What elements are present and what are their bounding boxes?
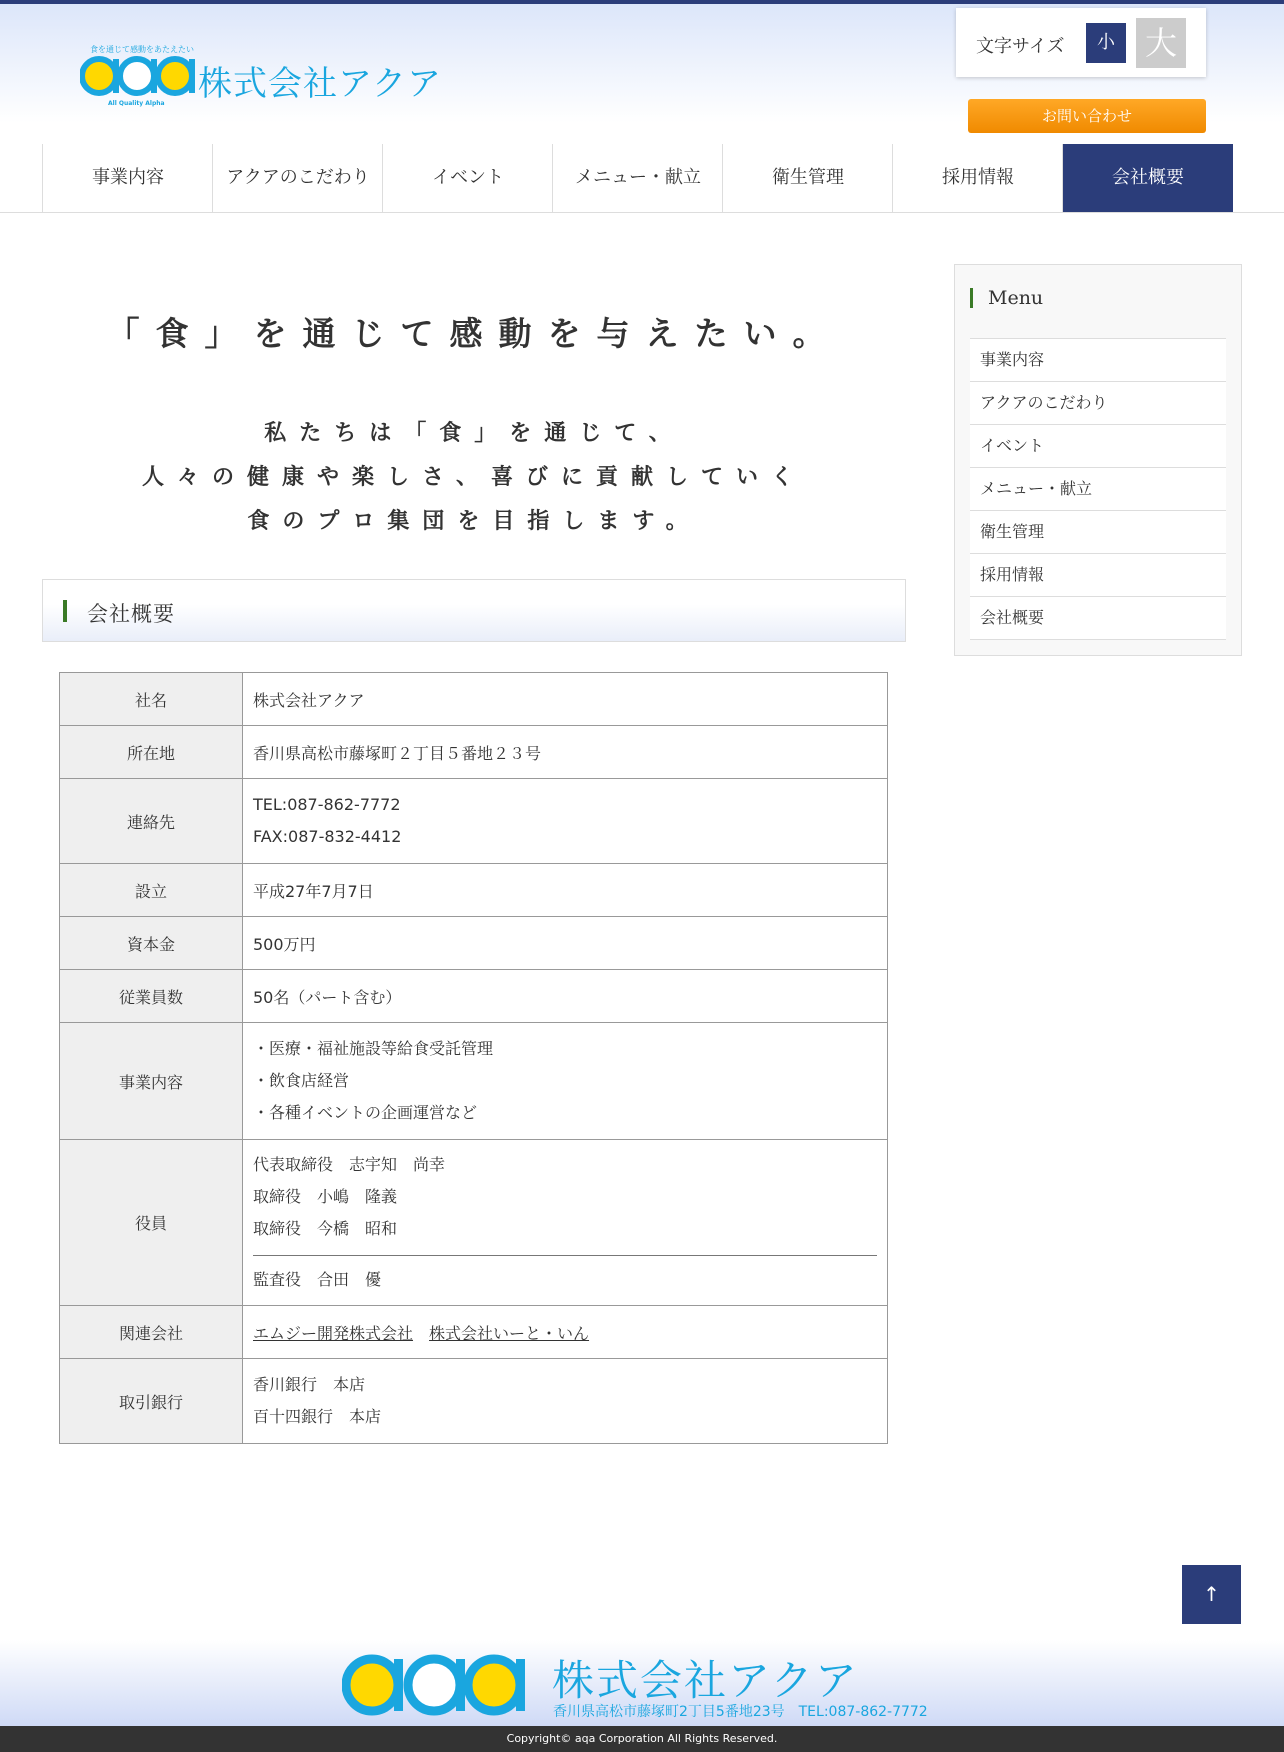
row-value [243,1140,888,1306]
row-label: 従業員数 [60,970,243,1023]
business-line: ・飲食店経営 [253,1071,350,1090]
font-size-switcher [956,8,1206,77]
row-label: 資本金 [60,917,243,970]
aqa-logo-icon [80,54,195,98]
sidebar-title: Menu [988,287,1044,309]
lead-line: 私たちは「食」を通じて、 [264,421,684,446]
row-label: 関連会社 [60,1306,243,1359]
fax-number: FAX:087-832-4412 [253,827,402,846]
officer-divider [253,1255,877,1256]
sidebar-item-business[interactable]: 事業内容 [970,339,1226,382]
font-size-small-button[interactable]: 小 [1086,23,1126,63]
global-nav [0,144,1284,213]
row-label: 役員 [60,1140,243,1306]
row-value [243,1306,888,1359]
bank-line: 百十四銀行 本店 [253,1407,382,1426]
row-label: 社名 [60,673,243,726]
copyright-bar: Copyright© aqa Corporation All Rights Reserved. [0,1726,1284,1752]
row-label: 所在地 [60,726,243,779]
table-row [60,726,888,779]
table-row [60,1140,888,1306]
table-row [60,1023,888,1140]
business-line: ・医療・福祉施設等給食受託管理 [253,1039,494,1058]
row-value: 株式会社アクア [243,673,888,726]
row-value [243,779,888,864]
lead-line: 食のプロ集団を目指します。 [247,509,701,534]
row-value [243,1023,888,1140]
section-heading [42,579,906,642]
contact-button[interactable]: お問い合わせ [968,99,1206,133]
nav-item-menu[interactable]: メニュー・献立 [552,144,723,212]
sidebar-item-company[interactable]: 会社概要 [970,597,1226,640]
related-company-link-eatin[interactable]: 株式会社いーと・いん [429,1323,590,1343]
row-label: 設立 [60,864,243,917]
nav-item-business[interactable]: 事業内容 [42,144,213,212]
officer-line: 代表取締役 志宇知 尚幸 [253,1155,446,1174]
footer-company-name: 株式会社アクア [552,1656,859,1705]
officer-line: 取締役 今橋 昭和 [253,1219,398,1238]
logo-subtext: All Quality Alpha [108,100,165,107]
row-label: 連絡先 [60,779,243,864]
nav-item-hygiene[interactable]: 衛生管理 [722,144,893,212]
company-info-table [59,672,888,1444]
footer-aqa-logo-icon [342,1654,528,1716]
sidebar-item-hygiene[interactable]: 衛生管理 [970,511,1226,554]
table-row [60,673,888,726]
officer-line: 取締役 小嶋 隆義 [253,1187,398,1206]
row-label: 事業内容 [60,1023,243,1140]
related-company-link-mg[interactable]: エムジー開発株式会社 [253,1323,414,1343]
site-logo[interactable] [80,42,442,112]
row-value: 平成27年7月7日 [243,864,888,917]
logo-company-name: 株式会社アクア [198,64,442,104]
site-footer [0,1640,1284,1726]
logo-tagline: 食を通じて感動をあたえたい [90,45,194,54]
business-line: ・各種イベントの企画運営など [253,1103,478,1122]
back-to-top-button[interactable] [1182,1565,1241,1624]
sidebar-list [970,338,1226,640]
nav-item-company[interactable]: 会社概要 [1062,144,1233,212]
nav-item-events[interactable]: イベント [382,144,553,212]
row-label: 取引銀行 [60,1359,243,1444]
row-value [243,1359,888,1444]
table-row [60,917,888,970]
sidebar-accent-bar [970,288,973,308]
row-value: 香川県高松市藤塚町２丁目５番地２３号 [243,726,888,779]
table-row [60,1359,888,1444]
lead-text [42,412,906,544]
font-size-large-button[interactable]: 大 [1136,18,1186,68]
table-row [60,864,888,917]
main-headline: 「食」を通じて感動を与えたい。 [106,314,842,353]
lead-line: 人々の健康や楽しさ、喜びに貢献していく [141,465,807,490]
sidebar-menu [954,264,1242,656]
sidebar-item-recruit[interactable]: 採用情報 [970,554,1226,597]
tel-number: TEL:087-862-7772 [253,795,401,814]
table-row [60,779,888,864]
row-value: 500万円 [243,917,888,970]
bank-line: 香川銀行 本店 [253,1375,366,1394]
sidebar-item-events[interactable]: イベント [970,425,1226,468]
sidebar-item-commitment[interactable]: アクアのこだわり [970,382,1226,425]
table-row [60,970,888,1023]
font-size-label: 文字サイズ [976,36,1065,57]
footer-address: 香川県高松市藤塚町2丁目5番地23号 TEL:087-862-7772 [553,1704,928,1720]
table-row [60,1306,888,1359]
section-title: 会社概要 [87,602,175,626]
heading-accent-bar [63,600,67,622]
sidebar-item-menu[interactable]: メニュー・献立 [970,468,1226,511]
row-value: 50名（パート含む） [243,970,888,1023]
site-header [0,4,1284,145]
nav-item-commitment[interactable]: アクアのこだわり [212,144,383,212]
arrow-up-icon: ↑ [1203,1582,1220,1606]
auditor-line: 監査役 合田 優 [253,1270,382,1289]
nav-item-recruit[interactable]: 採用情報 [892,144,1063,212]
